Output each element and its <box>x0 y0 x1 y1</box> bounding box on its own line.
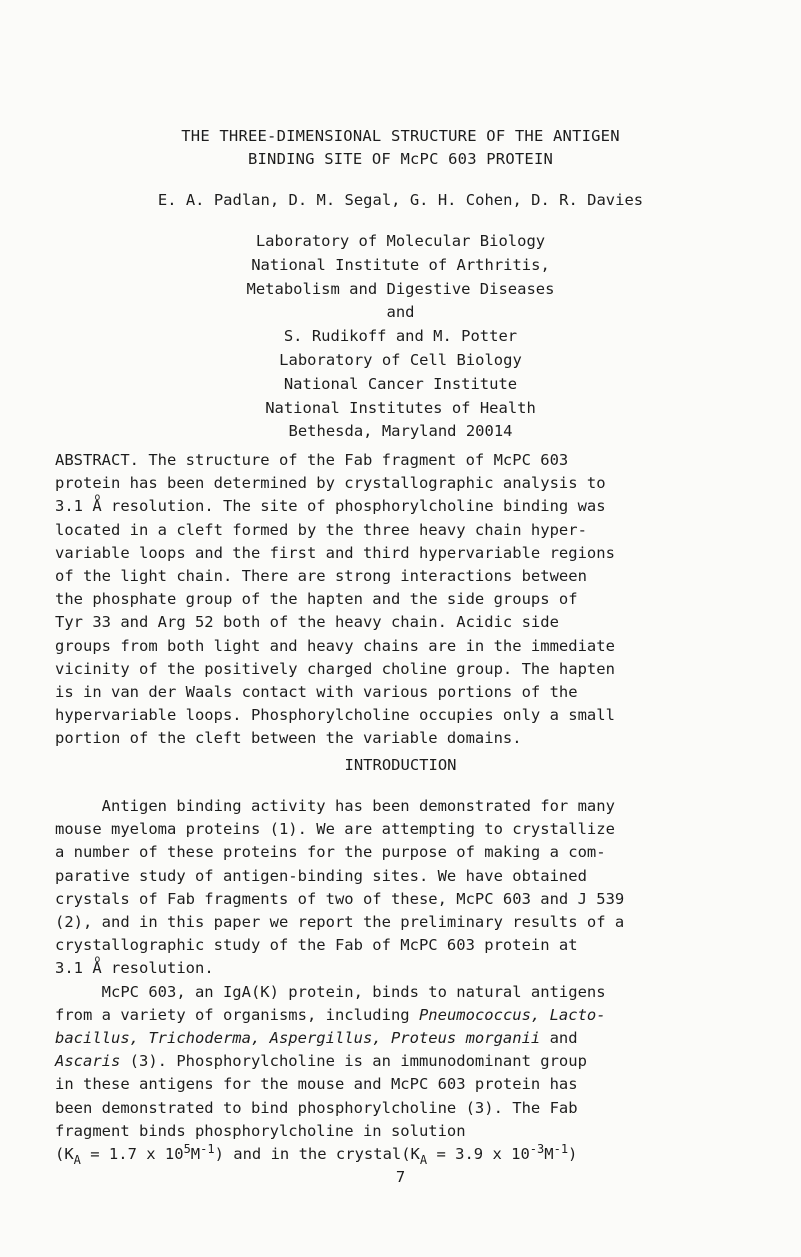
abstract-line: hypervariable loops. Phosphorylcholine occupies only a small <box>55 706 615 725</box>
text-run: 3.1 <box>55 497 93 516</box>
angstrom-symbol: o A <box>92 959 101 977</box>
abstract-line <box>55 495 755 518</box>
intro-line: in these antigens for the mouse and McPC 603 protein has <box>55 1075 578 1094</box>
italic-organism-names: Ascaris <box>55 1052 121 1071</box>
intro-line <box>55 1027 755 1050</box>
title-line-2: BINDING SITE OF McPC 603 PROTEIN <box>247 150 554 168</box>
subscript: A <box>419 1153 428 1168</box>
introduction-body <box>55 795 755 1167</box>
text-run: = 3.9 x 10 <box>427 1145 530 1164</box>
affiliations <box>0 230 801 444</box>
text-run: (3). Phosphorylcholine is an immunodominant group <box>120 1052 587 1071</box>
intro-line: been demonstrated to bind phosphorylcholine (3). The Fab <box>55 1098 578 1117</box>
intro-line-formula <box>55 1143 755 1167</box>
abstract-line: ABSTRACT. The structure of the Fab fragment of McPC 603 <box>55 451 569 469</box>
affiliation-line: Laboratory of Molecular Biology <box>255 232 546 250</box>
text-run: ) <box>568 1145 578 1164</box>
affiliation-line: Laboratory of Cell Biology <box>279 350 522 369</box>
page-number: 7 <box>395 1168 406 1186</box>
abstract-line: groups from both light and heavy chains are in the immediate <box>55 636 615 655</box>
text-run: = 1.7 x 10 <box>80 1145 184 1164</box>
intro-line: parative study of antigen-binding sites. We have obtained <box>55 866 587 885</box>
abstract-line: located in a cleft formed by the three heavy chain hyper- <box>55 520 587 539</box>
intro-line <box>55 1050 755 1073</box>
angstrom-symbol: o A <box>92 497 101 515</box>
subscript: A <box>73 1153 81 1168</box>
superscript: -1 <box>200 1142 215 1157</box>
abstract-line: variable loops and the first and third hypervariable regions <box>55 543 615 562</box>
intro-line: crystals of Fab fragments of two of these, McPC 603 and J 539 <box>55 889 625 908</box>
affiliation-line: Bethesda, Maryland 20014 <box>288 422 513 441</box>
affiliation-line: and <box>386 303 415 322</box>
affiliation-line: National Institute of Arthritis, <box>251 255 550 274</box>
intro-line: fragment binds phosphorylcholine in solution <box>55 1121 466 1140</box>
abstract-line: portion of the cleft between the variable domains. <box>55 729 522 748</box>
abstract-line: protein has been determined by crystallographic analysis to <box>55 474 606 493</box>
abstract <box>55 449 755 751</box>
intro-line: a number of these proteins for the purpose of making a com- <box>55 843 606 862</box>
italic-organism-names: bacillus, Trichoderma, Aspergillus, Proteus morganii <box>55 1029 541 1048</box>
italic-organism-names: Pneumococcus, Lacto- <box>418 1005 606 1024</box>
affiliation-line: S. Rudikoff and M. Potter <box>283 327 518 346</box>
text-run: (K <box>55 1145 74 1164</box>
intro-line: (2), and in this paper we report the preliminary results of a <box>55 913 625 932</box>
abstract-line: is in van der Waals contact with various portions of the <box>55 683 578 702</box>
text-run: ) and in the crystal(K <box>214 1145 420 1164</box>
title-line-1: THE THREE-DIMENSIONAL STRUCTURE OF THE ANTIGEN <box>181 127 620 145</box>
abstract-line: of the light chain. There are strong interactions between <box>55 567 587 586</box>
text-run: and <box>540 1029 578 1048</box>
affiliation-line: Metabolism and Digestive Diseases <box>246 279 555 298</box>
text-run: M <box>544 1145 554 1164</box>
abstract-line: vicinity of the positively charged choline group. The hapten <box>55 659 615 678</box>
authors: E. A. Padlan, D. M. Segal, G. H. Cohen, D. R. Davies <box>157 191 644 209</box>
affiliation-line: National Cancer Institute <box>283 374 518 393</box>
superscript: 5 <box>183 1142 191 1157</box>
text-run: 3.1 <box>55 959 93 978</box>
section-heading-introduction: INTRODUCTION <box>344 756 457 774</box>
text-run: resolution. The site of phosphorylcholine binding was <box>101 497 606 516</box>
text-run: resolution. <box>101 959 214 978</box>
superscript: -3 <box>529 1142 545 1157</box>
intro-line: Antigen binding activity has been demonstrated for many <box>55 797 615 815</box>
intro-line <box>55 957 755 980</box>
text-run: M <box>190 1145 201 1164</box>
affiliation-line: National Institutes of Health <box>265 398 536 417</box>
intro-line: McPC 603, an IgA(K) protein, binds to natural antigens <box>55 982 606 1001</box>
superscript: -1 <box>553 1142 569 1157</box>
abstract-line: Tyr 33 and Arg 52 both of the heavy chain. Acidic side <box>55 613 559 632</box>
abstract-line: the phosphate group of the hapten and the side groups of <box>55 590 578 609</box>
intro-line: crystallographic study of the Fab of McPC 603 protein at <box>55 936 578 955</box>
text-run: from a variety of organisms, including <box>55 1005 419 1024</box>
intro-line <box>55 1004 755 1027</box>
intro-line: mouse myeloma proteins (1). We are attempting to crystallize <box>55 820 615 839</box>
